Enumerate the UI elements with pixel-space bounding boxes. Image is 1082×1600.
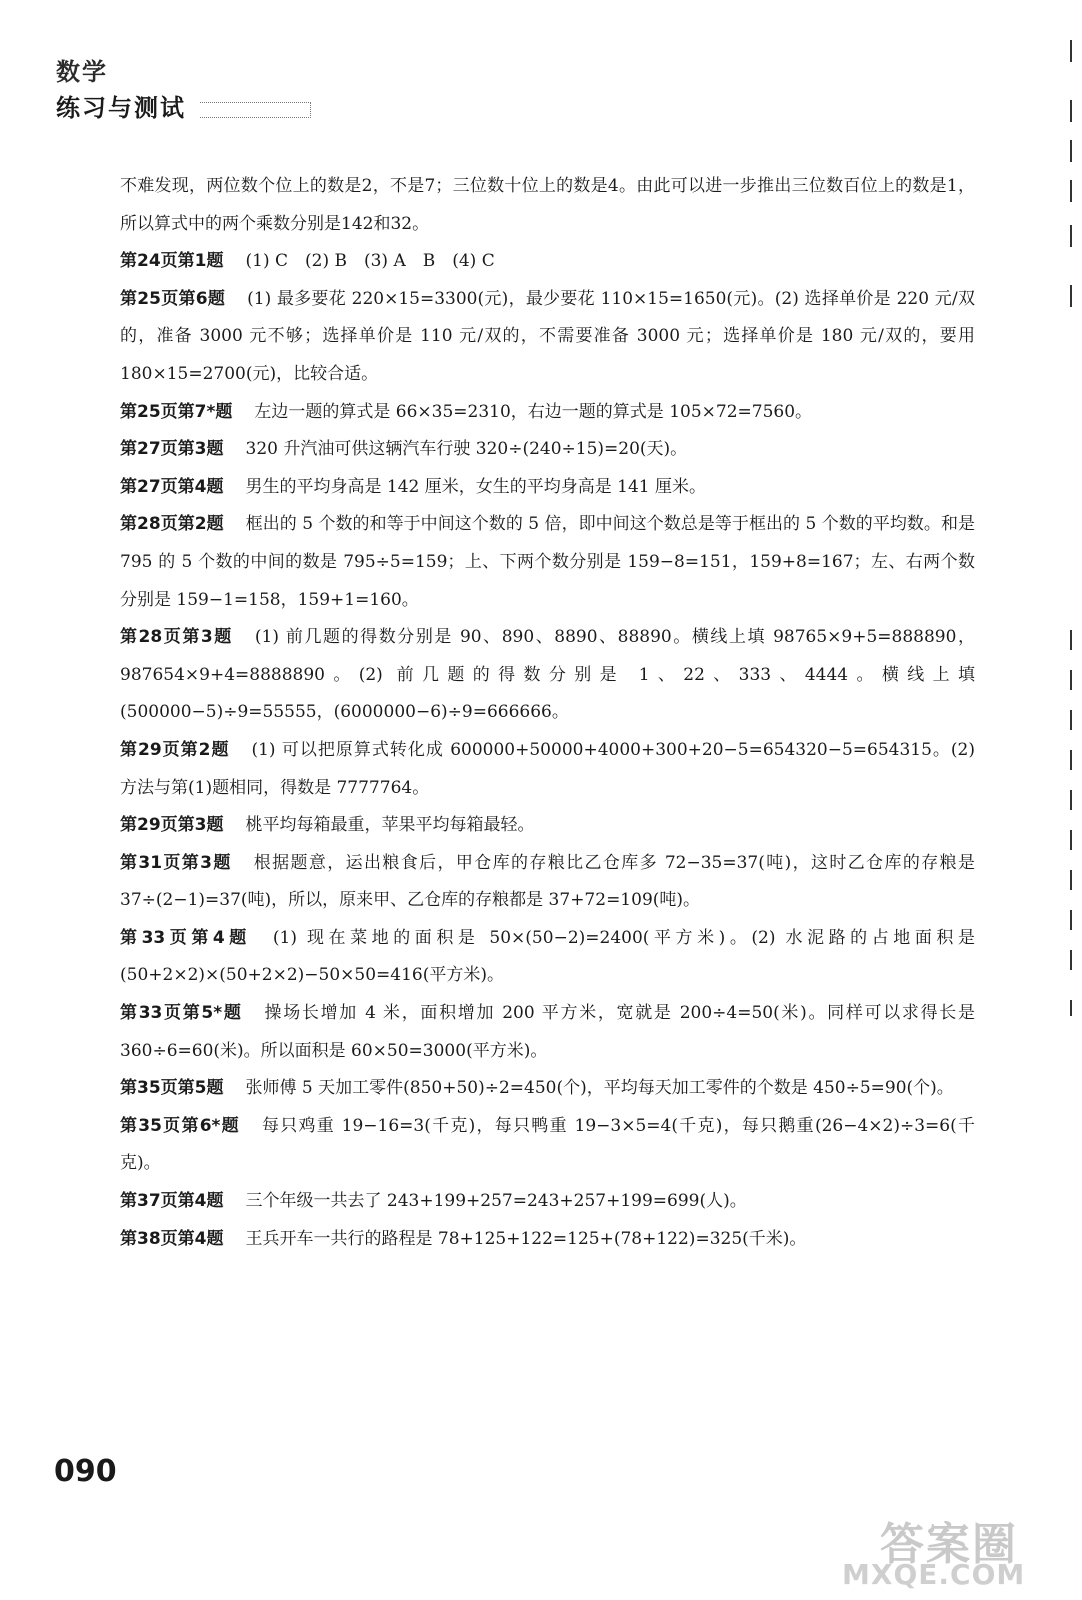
edge-mark: [1070, 100, 1072, 122]
entry-text: (1) 最多要花 220×15=3300(元)，最少要花 110×15=1650(元)。(2) 选择单价是 220 元/双的，准备 3000 元不够；选择单价是 110 元/双的，不需要准备 3000 元；选择单价是 180 元/双的，要用 180×15=2700(元)，比较合适。: [120, 288, 975, 384]
page-edge-marks: [1052, 0, 1082, 1600]
answer-entry: [120, 431, 975, 469]
entry-label: 第25页第6题: [120, 288, 226, 309]
watermark-sub: MXQE.COM: [842, 1558, 1026, 1591]
entry-text: 每只鸡重 19−16=3(千克)，每只鸭重 19−3×5=4(千克)，每只鹅重(26−4×2)÷3=6(千克)。: [120, 1115, 975, 1174]
edge-mark: [1070, 140, 1072, 162]
answer-entry: [120, 469, 975, 507]
entry-label: 第33页第5*题: [120, 1003, 243, 1024]
book-title: 练习与测试: [56, 94, 186, 122]
edge-mark: [1070, 285, 1072, 307]
answer-entry: [120, 1108, 975, 1183]
entry-text: 左边一题的算式是 66×35=2310，右边一题的算式是 105×72=7560。: [254, 401, 813, 422]
answer-entry: [120, 1070, 975, 1108]
answer-entry: [120, 807, 975, 845]
entry-text: 男生的平均身高是 142 厘米，女生的平均身高是 141 厘米。: [245, 476, 707, 497]
entry-label: 第29页第2题: [120, 739, 230, 760]
answer-entry: [120, 920, 975, 995]
entry-label: 第24页第1题: [120, 251, 224, 272]
book-header: [48, 52, 268, 122]
header-dotted-rule: [200, 102, 311, 118]
entry-label: 第31页第3题: [120, 852, 232, 873]
entry-text: 王兵开车一共行的路程是 78+125+122=125+(78+122)=325(千米)。: [245, 1228, 807, 1249]
intro-text: 不难发现，两位数个位上的数是2，不是7；三位数十位上的数是4。由此可以进一步推出三位数百位上的数是1，所以算式中的两个乘数分别是142和32。: [120, 176, 975, 234]
entry-label: 第35页第5题: [120, 1078, 224, 1099]
answer-entry: [120, 506, 975, 619]
entry-text: (1) 前几题的得数分别是 90、890、8890、88890。横线上填 98765×9+5=888890，987654×9+4=8888890。(2) 前几题的得数分别是 1、22、333、4444。横线上填(500000−5)÷9=55555，(6000000−6)÷9=666666。: [120, 627, 975, 723]
edge-mark: [1070, 870, 1072, 890]
entry-label: 第27页第3题: [120, 439, 224, 460]
answer-entry: [120, 732, 975, 807]
answer-entry: [120, 845, 975, 920]
edge-mark: [1070, 710, 1072, 730]
entry-text: 操场长增加 4 米，面积增加 200 平方米，宽就是 200÷4=50(米)。同样可以求得长是 360÷6=60(米)。所以面积是 60×50=3000(平方米)。: [120, 1003, 975, 1061]
entry-text: 320 升汽油可供这辆汽车行驶 320÷(240÷15)=20(天)。: [245, 439, 688, 460]
answer-entry: [120, 619, 975, 732]
entry-label: 第33页第4题: [120, 927, 251, 948]
intro-paragraph: [120, 168, 975, 243]
answer-entry: [120, 243, 975, 281]
edge-mark: [1070, 830, 1072, 850]
entry-label: 第29页第3题: [120, 815, 224, 836]
edge-mark: [1070, 750, 1072, 770]
entry-text: (1) 现在菜地的面积是 50×(50−2)=2400(平方米)。(2) 水泥路的占地面积是(50+2×2)×(50+2×2)−50×50=416(平方米)。: [120, 927, 975, 986]
answer-entry: [120, 394, 975, 432]
edge-mark: [1070, 910, 1072, 930]
edge-mark: [1070, 790, 1072, 810]
entry-text: 框出的 5 个数的和等于中间这个数的 5 倍，即中间这个数总是等于框出的 5 个数的平均数。和是 795 的 5 个数的中间的数是 795÷5=159；上、下两个数分别是 159−8=151，159+8=167；左、右两个数分别是 159−1=158，159+1=160。: [120, 514, 975, 610]
watermark-logo: [842, 1508, 1072, 1592]
edge-mark: [1070, 950, 1072, 970]
answer-entry: [120, 1221, 975, 1259]
entry-text: 三个年级一共去了 243+199+257=243+257+199=699(人)。: [245, 1191, 747, 1212]
edge-mark: [1070, 180, 1072, 202]
entry-text: 张师傅 5 天加工零件(850+50)÷2=450(个)，平均每天加工零件的个数是 450÷5=90(个)。: [245, 1078, 954, 1099]
answer-entry: [120, 1183, 975, 1221]
entry-label: 第38页第4题: [120, 1228, 224, 1249]
watermark-main: 答案圈: [880, 1519, 1018, 1570]
edge-mark: [1070, 670, 1072, 690]
page-number: 090: [54, 1454, 117, 1489]
answer-entry: [120, 995, 975, 1070]
edge-mark: [1070, 40, 1072, 62]
subject-label: 数学: [56, 58, 108, 86]
entry-text: 根据题意，运出粮食后，甲仓库的存粮比乙仓库多 72−35=37(吨)，这时乙仓库的存粮是 37÷(2−1)=37(吨)，所以，原来甲、乙仓库的存粮都是 37+72=109(吨)。: [120, 852, 975, 911]
edge-mark: [1070, 1000, 1072, 1016]
entry-text: (1) C (2) B (3) A B (4) C: [245, 251, 495, 272]
entry-label: 第28页第2题: [120, 514, 224, 535]
entry-text: (1) 可以把原算式转化成 600000+50000+4000+300+20−5=654320−5=654315。(2) 方法与第(1)题相同，得数是 7777764。: [120, 739, 975, 798]
entry-label: 第35页第6*题: [120, 1115, 240, 1136]
edge-mark: [1070, 630, 1072, 650]
entry-text: 桃平均每箱最重，苹果平均每箱最轻。: [245, 815, 535, 836]
edge-mark: [1070, 225, 1072, 247]
answer-content: [120, 168, 975, 1258]
answer-entry: [120, 281, 975, 394]
entry-label: 第27页第4题: [120, 476, 224, 497]
entry-label: 第25页第7*题: [120, 401, 233, 422]
entry-label: 第37页第4题: [120, 1191, 224, 1212]
entry-label: 第28页第3题: [120, 627, 233, 648]
